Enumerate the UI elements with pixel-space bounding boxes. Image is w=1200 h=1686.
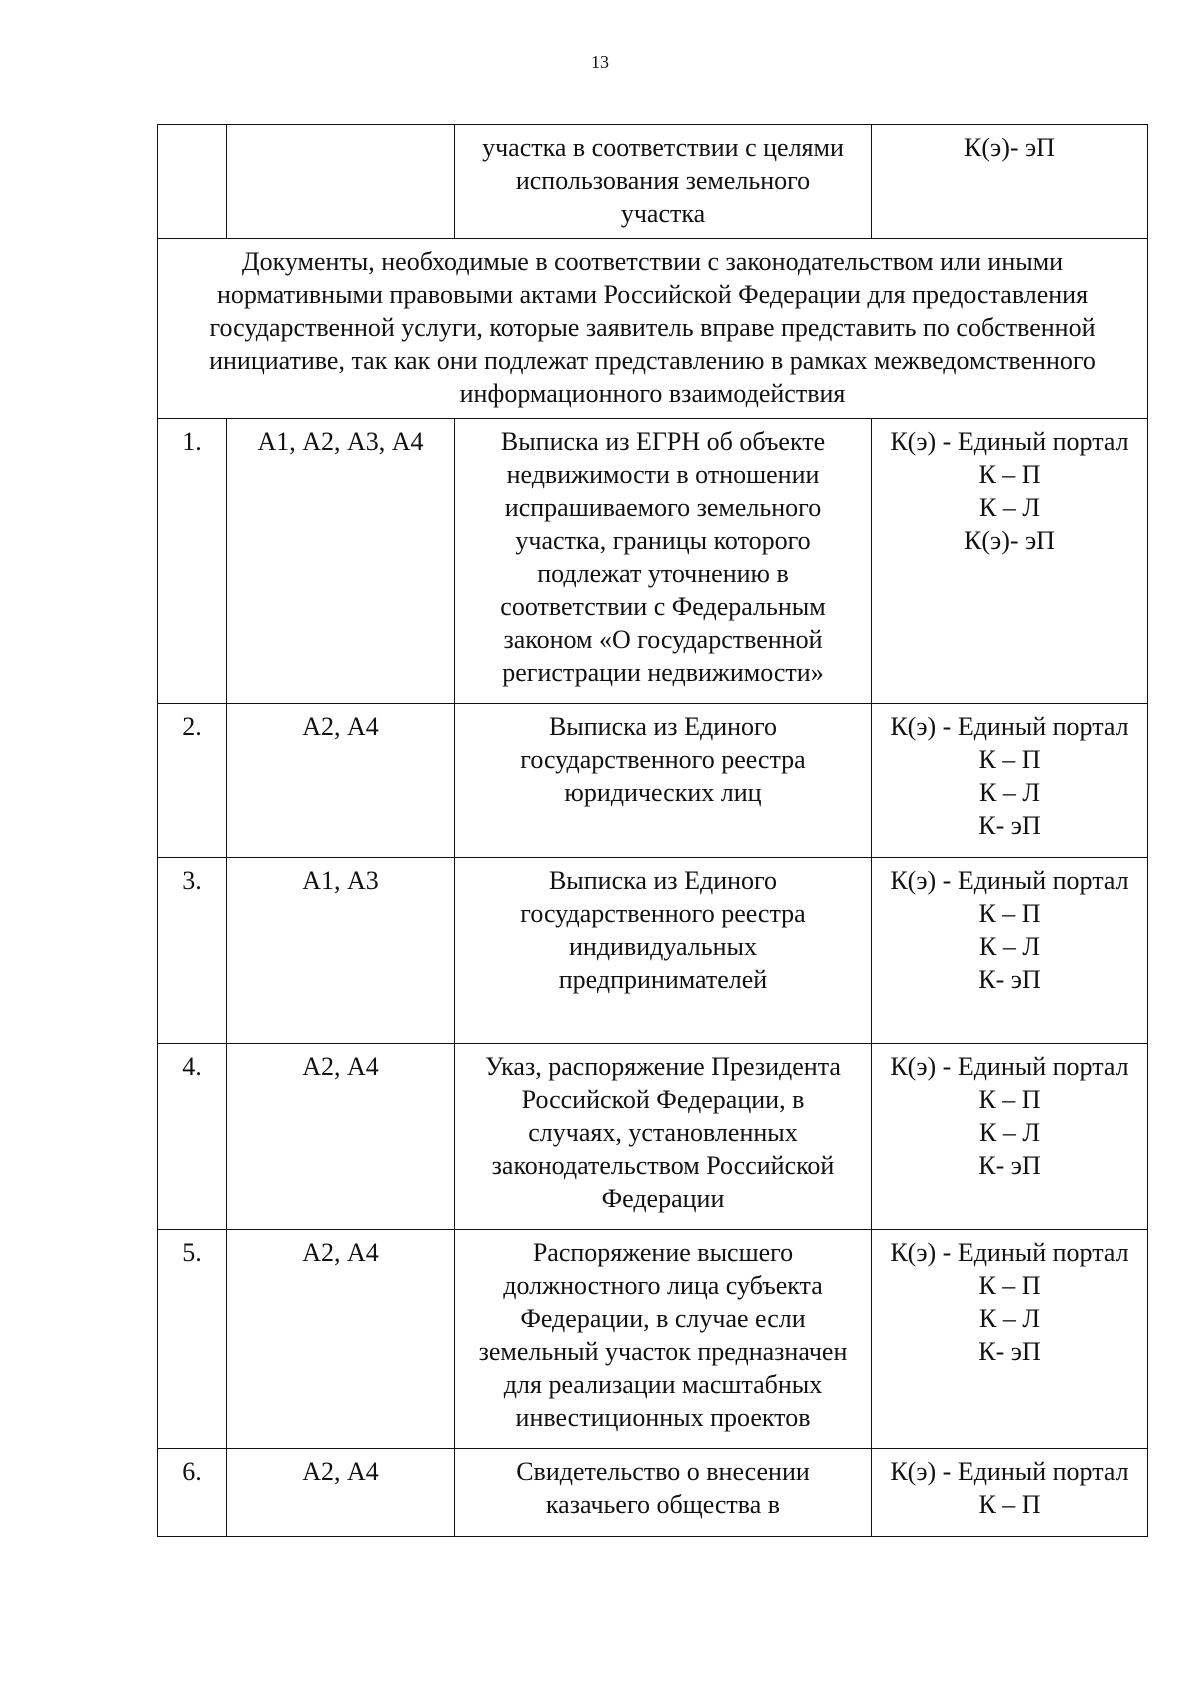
submission-method-line: К – Л	[979, 778, 1040, 807]
submission-method-line: К – Л	[979, 493, 1040, 522]
row-num-cell: 5.	[158, 1230, 227, 1449]
submission-method-cell	[872, 1044, 1148, 1230]
submission-method-cell	[872, 419, 1148, 704]
document-name-line: законом «О государственной	[503, 625, 823, 654]
applicants-cell: А1, А2, А3, А4	[227, 419, 455, 704]
document-name-line: соответствии с Федеральным	[500, 592, 826, 621]
continuation-row	[158, 125, 1148, 239]
document-name-line: должностного лица субъекта	[503, 1271, 823, 1300]
document-name-cell	[455, 1230, 872, 1449]
submission-method-line: К – П	[978, 1490, 1041, 1519]
document-name-line: законодательством Российской	[491, 1151, 835, 1180]
submission-method-line: К- эП	[978, 811, 1041, 840]
section-header-line: информационного взаимодействия	[459, 379, 846, 408]
section-header-line: государственной услуги, которые заявитель вправе представить по собственной	[209, 313, 1096, 342]
document-name-line: Российской Федерации, в	[521, 1085, 805, 1114]
document-name-line: участка, границы которого	[515, 526, 811, 555]
row-num-cell: 4.	[158, 1044, 227, 1230]
document-name-line: Выписка из Единого	[548, 866, 778, 895]
submission-method-cell	[872, 1230, 1148, 1449]
submission-method-cell	[872, 125, 1148, 239]
submission-method-line: К(э)- эП	[964, 133, 1055, 162]
document-name-line: использования земельного	[515, 166, 811, 195]
document-name-line: недвижимости в отношении	[506, 460, 820, 489]
document-name-cell	[455, 419, 872, 704]
document-name-line: для реализации масштабных	[503, 1370, 823, 1399]
document-name-line: земельный участок предназначен	[478, 1337, 848, 1366]
applicants-cell: А2, А4	[227, 704, 455, 858]
document-name-cell	[455, 704, 872, 858]
submission-method-line: К – Л	[979, 1304, 1040, 1333]
submission-method-line: К – П	[978, 1085, 1041, 1114]
applicants-cell: А2, А4	[227, 1044, 455, 1230]
document-name-line: юридических лиц	[564, 778, 762, 807]
document-name-cell	[455, 1044, 872, 1230]
submission-method-line: К(э) - Единый портал	[890, 1457, 1129, 1486]
submission-method-cell	[872, 704, 1148, 858]
submission-method-cell	[872, 858, 1148, 1044]
section-header	[158, 239, 1148, 419]
document-name-line: Федерации, в случае если	[520, 1304, 806, 1333]
table-row	[158, 419, 1148, 704]
applicants-cell: А1, А3	[227, 858, 455, 1044]
document-name-line: подлежат уточнению в	[537, 559, 789, 588]
document-name-line: случаях, установленных	[528, 1118, 798, 1147]
document-name-line: индивидуальных	[568, 932, 758, 961]
section-header-line: инициативе, так как они подлежат представлению в рамках межведомственного	[209, 346, 1096, 375]
submission-method-line: К- эП	[978, 1337, 1041, 1366]
table-row	[158, 1230, 1148, 1449]
document-name-cell	[455, 858, 872, 1044]
document-name-line: Указ, распоряжение Президента	[485, 1052, 841, 1081]
document-name-line: Свидетельство о внесении	[516, 1457, 810, 1486]
submission-method-line: К – П	[978, 745, 1041, 774]
submission-method-line: К(э)- эП	[964, 526, 1055, 555]
table-row	[158, 704, 1148, 858]
applicants-cell: А2, А4	[227, 1449, 455, 1537]
table-row	[158, 858, 1148, 1044]
document-name-line: Распоряжение высшего	[532, 1238, 794, 1267]
applicants-cell: А2, А4	[227, 1230, 455, 1449]
document-name-line: государственного реестра	[520, 899, 806, 928]
submission-method-line: К – П	[978, 899, 1041, 928]
submission-method-line: К- эП	[978, 965, 1041, 994]
section-header-line: Документы, необходимые в соответствии с законодательством или иными	[241, 247, 1064, 276]
row-num-cell: 2.	[158, 704, 227, 858]
applicants-cell	[227, 125, 455, 239]
document-name-line: Федерации	[601, 1184, 725, 1213]
submission-method-line: К(э) - Единый портал	[890, 866, 1129, 895]
row-num-cell: 3.	[158, 858, 227, 1044]
document-name-line: предпринимателей	[558, 965, 768, 994]
submission-method-line: К(э) - Единый портал	[890, 712, 1129, 741]
document-name-line: участка в соответствии с целями	[482, 133, 844, 162]
section-header-row	[158, 239, 1148, 419]
document-name-line: регистрации недвижимости»	[502, 658, 824, 687]
submission-method-line: К – П	[978, 1271, 1041, 1300]
document-name-line: Выписка из ЕГРН об объекте	[500, 427, 826, 456]
document-name-cell	[455, 1449, 872, 1537]
submission-method-line: К(э) - Единый портал	[890, 1238, 1129, 1267]
submission-method-line: К(э) - Единый портал	[890, 1052, 1129, 1081]
submission-method-line: К – П	[978, 460, 1041, 489]
documents-table	[157, 124, 1148, 1537]
section-header-line: нормативными правовыми актами Российской Федерации для предоставления	[216, 280, 1089, 309]
row-num-cell: 1.	[158, 419, 227, 704]
submission-method-cell	[872, 1449, 1148, 1537]
submission-method-line: К – Л	[979, 1118, 1040, 1147]
submission-method-line: К(э) - Единый портал	[890, 427, 1129, 456]
row-num-cell: 6.	[158, 1449, 227, 1537]
table-row	[158, 1449, 1148, 1537]
document-name-cell	[455, 125, 872, 239]
submission-method-line: К – Л	[979, 932, 1040, 961]
document-name-line: инвестиционных проектов	[515, 1403, 811, 1432]
table-row	[158, 1044, 1148, 1230]
document-name-line: испрашиваемого земельного	[504, 493, 822, 522]
document-name-line: Выписка из Единого	[548, 712, 778, 741]
document-name-line: казачьего общества в	[545, 1490, 781, 1519]
page-number: 13	[591, 52, 609, 72]
document-name-line: участка	[620, 199, 706, 228]
submission-method-line: К- эП	[978, 1151, 1041, 1180]
row-num-cell	[158, 125, 227, 239]
document-name-line: государственного реестра	[520, 745, 806, 774]
